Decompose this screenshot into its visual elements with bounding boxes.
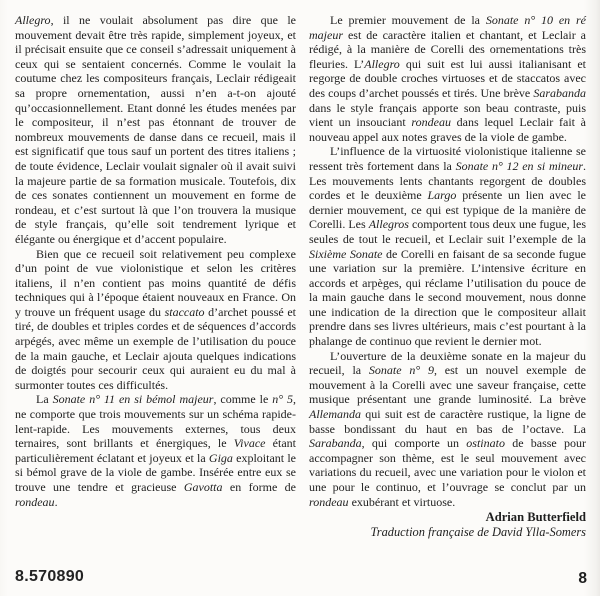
credits-block: [309, 510, 586, 540]
catalog-number: 8.570890: [15, 568, 85, 585]
paragraph: La Sonate n° 11 en si bémol majeur, comme le n° 5, ne comporte que trois mouvements sur un schéma rapide-lent-rapide. Les mouvements externes, tous deux ternaires, sont brillants et énergiques, le Vivace étant particulièrement éclatant et joyeux et la Giga exploitant le si bémol grave de la viole de gambe. Insérée entre eux se trouve une tendre et gracieuse Gavotta en forme de rondeau.: [15, 392, 296, 509]
paragraph: Bien que ce recueil soit relativement peu complexe d’un point de vue violonistique et selon les critères italiens, il n’en contient pas moins quantité de défis techniques qui à l’époque étaient nouveaux en France. On y trouve un fréquent usage du staccato d’archet poussé et tiré, de doubles et triples cordes et de séquences d’accords arpégés, avec même un exemple de l’utilisation du pouce de la main gauche, et Leclair ajouta quelques indications de doigtés pour secourir ceux qui auraient eu du mal à surmonter toutes ces difficultés.: [15, 246, 296, 392]
paragraph: L’ouverture de la deuxième sonate en la majeur du recueil, la Sonate n° 9, est un nouvel exemple de mouvement à la Corelli avec une saveur française, cette musique présentant une grande luminosité. La brève Allemanda qui suit est de caractère rustique, la ligne de basse bondissant du haut en bas de l’octave. La Sarabanda, qui comporte un ostinato de basse pour accompagner son thème, est le seul mouvement avec variations du recueil, avec une variation pour le violon et une pour le continuo, et l’ouvrage se conclut par un rondeau exubérant et virtuose.: [309, 348, 586, 509]
paragraph: L’influence de la virtuosité violonistique italienne se ressent très fortement dans la Sonate n° 12 en si mineur. Les mouvements lents chantants regorgent de doubles cordes et le deuxième Largo présente un lien avec le dernier mouvement, ce qui est typique de la manière de Corelli. Les Allegros comportent tous deux une fugue, les seules de tout le recueil, et Leclair suit l’exemple de la Sixième Sonate de Corelli en faisant de sa seconde fugue une variation sur la première. L’intensive écriture en accords et arpèges, qui réclame l’utilisation du pouce de la main gauche dans le second mouvement, nous donne une indication de la direction que le compositeur allait prendre dans ses livres ultérieurs, mais c’est pourtant à la phalange de continuo que revient le dernier mot.: [309, 144, 586, 349]
paragraph: Le premier mouvement de la Sonate n° 10 en ré majeur est de caractère italien et chantant, et Leclair a rédigé, à la manière de Corelli des ornementations très fleuries. L’Allegro qui suit est lui aussi italianisant et regorge de double croches virtuoses et de staccatos avec des coups d’archet poussés et tirés. Une brève Sarabanda dans le style français apporte son beau contraste, puis vient un insouciant rondeau dans lequel Leclair fait à nouveau appel aux notes graves de la viole de gambe.: [309, 13, 587, 144]
paragraph: Allegro, il ne voulait absolument pas dire que le mouvement devait être très rapide, simplement joyeux, et il précisait ensuite que ce conseil s’adressait uniquement à ceux qui se sentaient concernés. Comme le voulait la coutume chez les compositeurs français, Leclair rédigeait sa propre ornementation, aussi n’en a-t-on ajouté qu’occasionnellement. Etant donné les études menées par le compositeur, il n’est pas étonnant de trouver de nombreux mouvements de danse dans ce recueil, mais il est significatif que tous sauf un portent des titres italiens ; de toute évidence, Leclair voulait signaler où il avait suivi la majeure partie de sa formation musicale. Toutefois, dix de ces sonates contiennent un mouvement en forme de rondeau, et c’est surtout là que l’on trouvera la musique de style français, qu’elle soit tendrement lyrique et élégante ou énergique et d’accent populaire.: [15, 13, 296, 246]
translation-credit: Traduction française de David Ylla-Somers: [370, 525, 586, 540]
page-number: 8: [578, 570, 587, 587]
author-credit: Adrian Butterfield: [485, 510, 586, 525]
left-column: [15, 13, 296, 540]
right-column: [309, 13, 586, 540]
